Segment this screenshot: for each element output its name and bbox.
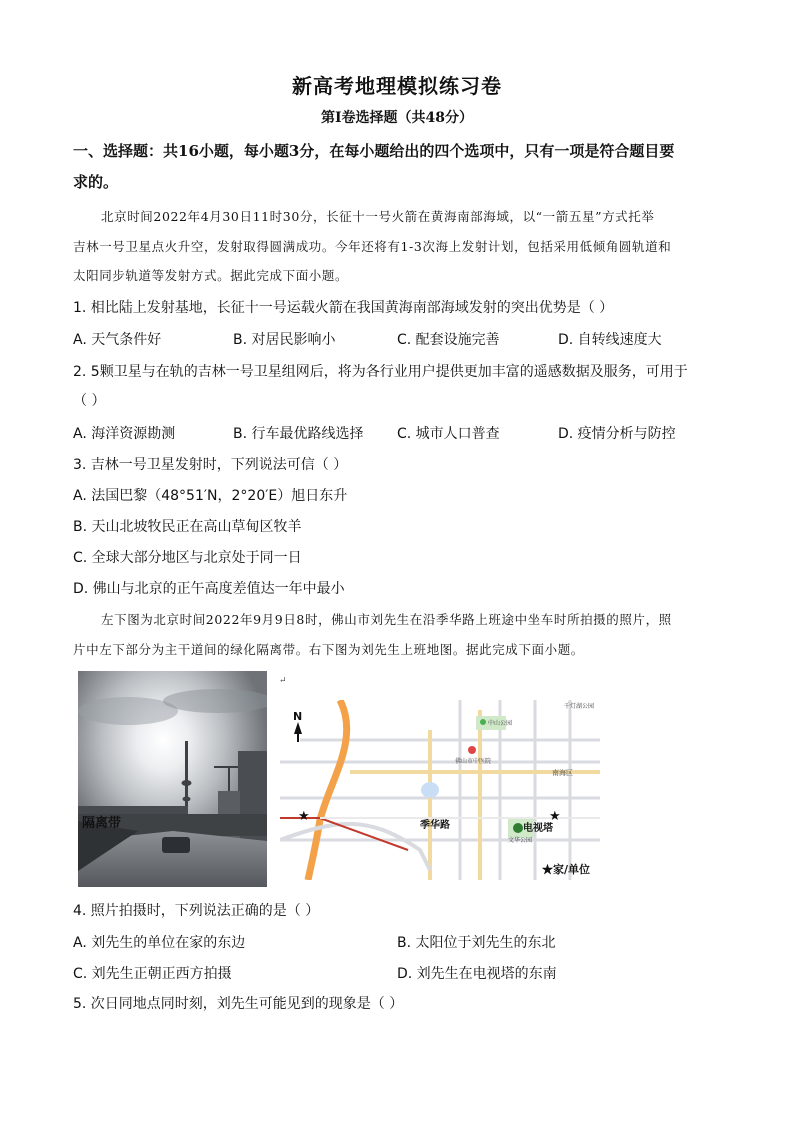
q2-option-b: B. 行车最优路线选择 [233,426,364,442]
question-3-stem: 3. 吉林一号卫星发射时，下列说法可信（ ） [73,457,348,473]
q2-option-d: D. 疫情分析与防控 [558,426,676,442]
q4-option-b: B. 太阳位于刘先生的东北 [397,935,556,951]
q1-option-d: D. 自转线速度大 [558,332,662,348]
park-icon [480,719,486,725]
q2-option-c: C. 城市人口普查 [397,426,500,442]
q4-option-d: D. 刘先生在电视塔的东南 [397,966,557,982]
map-place-qiandeng: 千灯湖公园 [564,703,595,710]
q3-option-d: D. 佛山与北京的正午高度差值达一年中最小 [73,581,345,597]
question-5-stem: 5. 次日同地点同时刻，刘先生可能见到的现象是（ ） [73,996,404,1012]
work-star-icon: ★ [549,809,561,824]
passage1-line3: 太阳同步轨道等发射方式。据此完成下面小题。 [73,268,349,283]
commute-map [280,700,600,880]
photo-illustration [78,671,267,887]
section-heading-line2: 求的。 [73,173,119,191]
section-heading-line1: 一、选择题：共16小题，每小题3分，在每小题给出的四个选项中，只有一项是符合题目要 [73,142,675,160]
question-2-stem-line1: 2. 5颗卫星与在轨的吉林一号卫星组网后，将为各行业用户提供更加丰富的遥感数据及服务，可用于 [73,364,688,380]
map-north-label: N [293,710,303,723]
map-road-jihua: 季华路 [420,820,450,831]
return-mark: ↵ [279,676,287,686]
page-title: 新高考地理模拟练习卷 [292,74,502,98]
q3-option-b: B. 天山北坡牧民正在高山草甸区牧羊 [73,519,302,535]
map-place-zhongshan: 中山公园 [488,720,513,727]
map-tv-tower-label: 电视塔 [523,823,553,834]
map-illustration [280,700,600,880]
question-2-stem-line2: （ ） [73,393,106,409]
map-legend: ★家/单位 [542,863,591,876]
q1-option-b: B. 对居民影响小 [233,332,336,348]
tv-tower-icon [513,823,523,833]
section-subtitle: 第Ⅰ卷选择题（共48分） [320,110,474,126]
q4-option-c: C. 刘先生正朝正西方拍摄 [73,966,232,982]
map-place-hospital: 佛山市中医院 [455,758,492,765]
map-place-wenhua: 文华公园 [508,837,533,844]
photo-label-median: 隔离带 [82,816,122,831]
map-place-nanhai: 南海区 [552,769,573,777]
q1-option-a: A. 天气条件好 [73,332,162,348]
passage1-line1: 北京时间2022年4月30日11时30分，长征十一号火箭在黄海南部海域，以“一箭五星”方式托举 [101,209,655,224]
passage1-line2: 吉林一号卫星点火升空，发射取得圆满成功。今年还将有1-3次海上发射计划，包括采用低倾角圆轨道和 [73,239,672,254]
q1-option-c: C. 配套设施完善 [397,332,500,348]
commute-photo [78,671,267,887]
q3-option-c: C. 全球大部分地区与北京处于同一日 [73,550,302,566]
passage2-line2: 片中左下部分为主干道间的绿化隔离带。右下图为刘先生上班地图。据此完成下面小题。 [73,642,584,657]
hospital-icon [468,746,476,754]
home-star-icon: ★ [298,809,310,824]
passage2-line1: 左下图为北京时间2022年9月9日8时，佛山市刘先生在沿季华路上班途中坐车时所拍摄的照片，照 [101,612,672,627]
q4-option-a: A. 刘先生的单位在家的东边 [73,935,246,951]
q2-option-a: A. 海洋资源勘测 [73,426,176,442]
q3-option-a: A. 法国巴黎（48°51′N，2°20′E）旭日东升 [73,488,348,504]
question-1-stem: 1. 相比陆上发射基地，长征十一号运载火箭在我国黄海南部海域发射的突出优势是（ ） [73,300,614,316]
question-4-stem: 4. 照片拍摄时，下列说法正确的是（ ） [73,903,320,919]
